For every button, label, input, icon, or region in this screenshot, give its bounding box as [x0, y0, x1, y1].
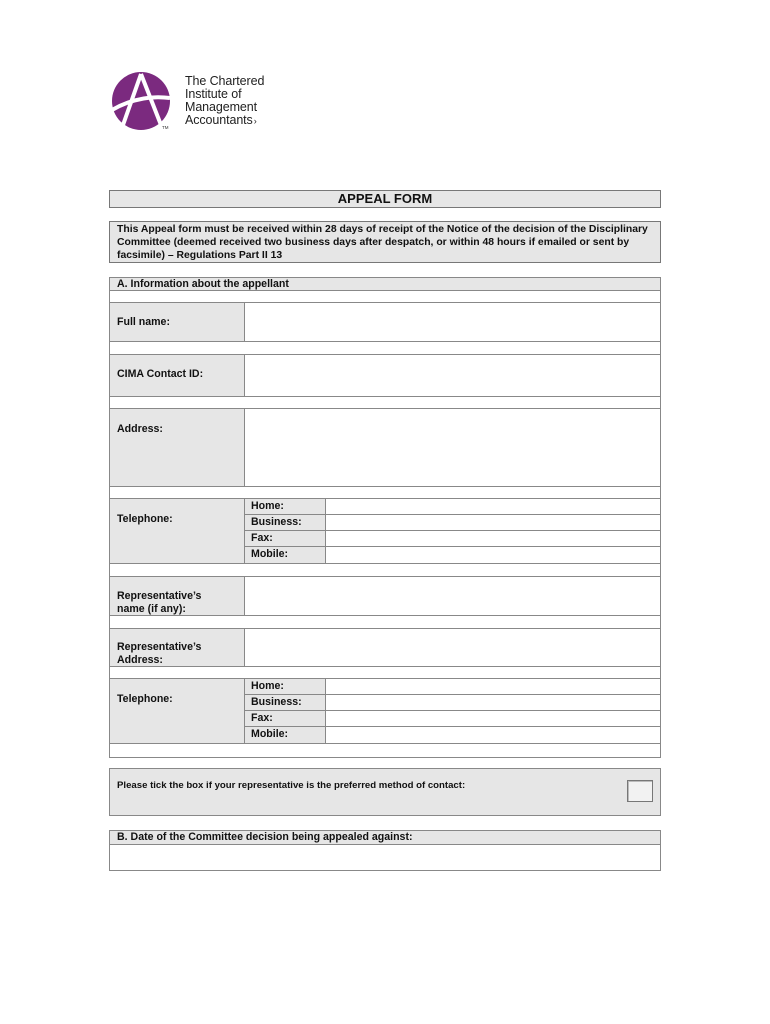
- section-b-heading: B. Date of the Committee decision being appealed against:: [109, 830, 661, 845]
- logo-line-1: The Chartered: [185, 74, 265, 88]
- rep-phone-mobile-label: Mobile:: [244, 726, 326, 744]
- address-field[interactable]: [244, 408, 661, 487]
- rep-telephone-label: Telephone:: [117, 693, 173, 705]
- rep-name-field[interactable]: [244, 576, 661, 616]
- logo-line-4: Accountants›: [185, 113, 257, 127]
- rep-phone-home-field[interactable]: [325, 678, 661, 695]
- logo-trademark: TM: [162, 125, 169, 130]
- phone-mobile-label: Mobile:: [244, 546, 326, 564]
- spacer-row: [109, 743, 661, 758]
- cima-emblem-icon: [110, 70, 176, 132]
- logo-line-2: Institute of: [185, 87, 242, 101]
- rep-address-label-cell: [109, 628, 245, 667]
- contact-id-field[interactable]: [244, 354, 661, 397]
- decision-date-field[interactable]: [109, 844, 661, 871]
- rep-phone-mobile-field[interactable]: [325, 726, 661, 744]
- spacer-row: [109, 615, 661, 629]
- contact-id-label-cell: [109, 354, 245, 397]
- phone-home-label: Home:: [244, 498, 326, 515]
- rep-name-label: Representative’s name (if any):: [117, 590, 202, 615]
- preferred-contact-checkbox[interactable]: [627, 780, 653, 802]
- rep-address-label: Representative’s Address:: [117, 641, 202, 666]
- rep-address-field[interactable]: [244, 628, 661, 667]
- spacer-row: [109, 341, 661, 355]
- preferred-contact-text: Please tick the box if your representative is the preferred method of contact:: [117, 780, 466, 791]
- cima-logo: [110, 70, 290, 135]
- full-name-label: Full name:: [117, 316, 170, 328]
- deadline-notice: This Appeal form must be received within 28 days of receipt of the Notice of the decision of the Disciplinary Committee (deemed received two business days after despatch, or within 48 hours if emailed or sent by facsimile) – Regulations Part II 13: [109, 221, 661, 263]
- section-a-heading: A. Information about the appellant: [109, 277, 661, 291]
- rep-telephone-label-cell: [109, 678, 245, 744]
- telephone-label: Telephone:: [117, 513, 173, 525]
- phone-mobile-field[interactable]: [325, 546, 661, 564]
- phone-fax-label: Fax:: [244, 530, 326, 547]
- form-title: APPEAL FORM: [109, 190, 661, 208]
- logo-line-3: Management: [185, 100, 257, 114]
- rep-phone-business-field[interactable]: [325, 694, 661, 711]
- address-label: Address:: [117, 423, 163, 435]
- spacer-row: [109, 563, 661, 577]
- rep-phone-business-label: Business:: [244, 694, 326, 711]
- address-label-cell: [109, 408, 245, 487]
- rep-phone-fax-label: Fax:: [244, 710, 326, 727]
- rep-phone-fax-field[interactable]: [325, 710, 661, 727]
- logo-wordmark: [185, 75, 264, 128]
- preferred-contact-row: [109, 768, 661, 816]
- telephone-label-cell: [109, 498, 245, 564]
- phone-home-field[interactable]: [325, 498, 661, 515]
- logo-arrow: ›: [253, 116, 257, 126]
- contact-id-label: CIMA Contact ID:: [117, 368, 204, 380]
- full-name-label-cell: [109, 302, 245, 342]
- phone-business-field[interactable]: [325, 514, 661, 531]
- rep-name-label-cell: [109, 576, 245, 616]
- rep-phone-home-label: Home:: [244, 678, 326, 695]
- phone-fax-field[interactable]: [325, 530, 661, 547]
- phone-business-label: Business:: [244, 514, 326, 531]
- full-name-field[interactable]: [244, 302, 661, 342]
